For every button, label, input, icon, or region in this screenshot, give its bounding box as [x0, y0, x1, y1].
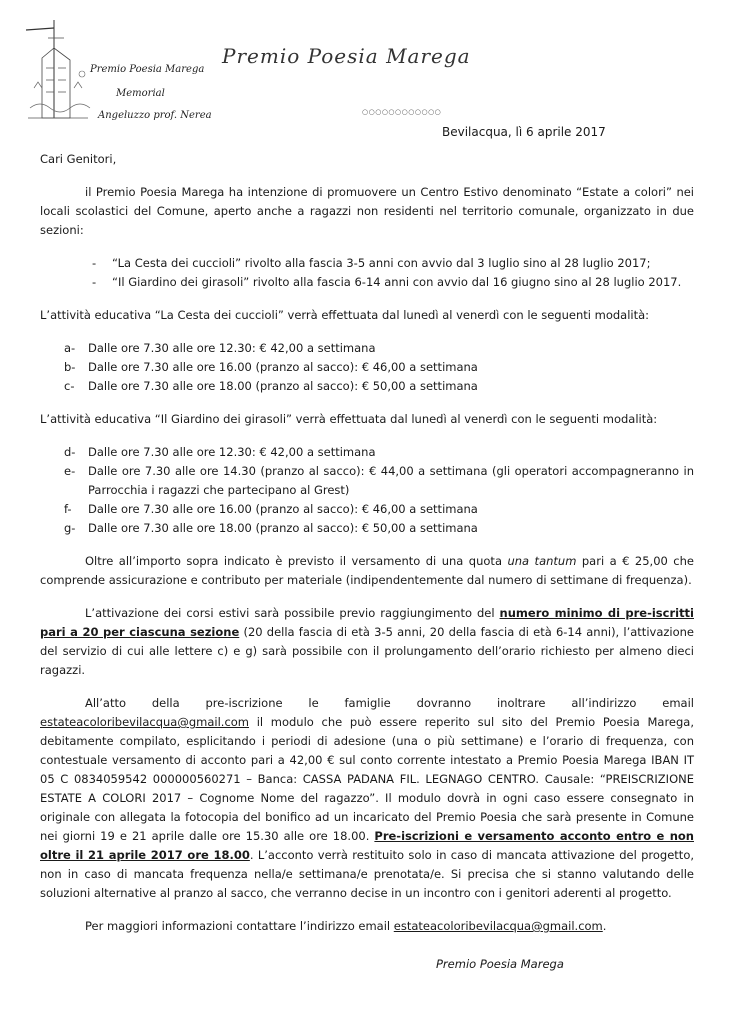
preiscrizione-text-end: . L’acconto verrà restituito solo in caso di mancata attivazione del progetto, non in caso di mancata frequenza nella/e settimana/e prenotata/e. Si precisa che si stanno valutando delle soluzioni alternative al pranzo al sacco, che verranno decise in un incontro con i genitori aderenti al progetto.: [40, 848, 695, 900]
option-item: [64, 443, 694, 462]
cesta-intro: L’attività educativa “La Cesta dei cuccioli” verrà effettuata dal lunedì al venerdì con le seguenti modalità:: [40, 308, 650, 322]
option-item: [64, 358, 694, 377]
letter-body: [40, 150, 694, 950]
signature: Premio Poesia Marega: [436, 957, 564, 971]
greeting: Cari Genitori,: [40, 152, 117, 166]
option-item: [64, 500, 694, 519]
preiscrizione-paragraph: [40, 694, 694, 903]
option-text: Dalle ore 7.30 alle ore 16.00 (pranzo al sacco): € 46,00 a settimana: [88, 360, 478, 374]
option-item: [64, 519, 694, 538]
minimum-enrollment-text: numero minimo di pre-iscritti pari a 20 per ciascuna sezione: [40, 606, 694, 639]
deadline-text: Pre-iscrizioni e versamento acconto entro e non oltre il 21 aprile 2017 ore 18.00: [40, 829, 694, 862]
attivazione-paragraph: [40, 604, 694, 680]
info-text-end: .: [602, 919, 607, 933]
info-paragraph: [40, 917, 694, 936]
option-text: Dalle ore 7.30 alle ore 14.30 (pranzo al sacco): € 44,00 a settimana (gli operatori accompagneranno in Parrocchia i ragazzi che partecipano al Grest): [88, 464, 694, 497]
quota-text: Oltre all’importo sopra indicato è previsto il versamento di una quota: [85, 554, 508, 568]
logo-memorial: Memorial: [116, 88, 165, 99]
option-text: Dalle ore 7.30 alle ore 12.30: € 42,00 a settimana: [88, 341, 376, 355]
option-letter: e-: [64, 464, 76, 478]
section-item: - “La Cesta dei cuccioli” rivolto alla fascia 3-5 anni con avvio dal 3 luglio sino al 28 luglio 2017;: [92, 254, 694, 273]
option-text: Dalle ore 7.30 alle ore 18.00 (pranzo al sacco): € 50,00 a settimana: [88, 521, 478, 535]
logo: [24, 18, 214, 138]
option-letter: a-: [64, 341, 76, 355]
option-item: [64, 462, 694, 500]
header-divider: ○○○○○○○○○○○○: [362, 108, 442, 116]
logo-sketch-icon: [24, 18, 94, 128]
info-text: Per maggiori informazioni contattare l’indirizzo email: [85, 919, 394, 933]
option-letter: f-: [64, 502, 72, 516]
quota-text-end: pari a € 25,00 che comprende assicurazione e contributo per materiale (indipendentemente dal numero di settimane di frequenza).: [40, 554, 694, 587]
preiscrizione-text-middle: il modulo che può essere reperito sul sito del Premio Poesia Marega, debitamente compilato, esplicitando i periodi di adesione (una o più settimane) e l’orario di frequenza, con contestuale versamento di acconto pari a 42,00 € sul conto corrente intestato a Premio Poesia Marega IBAN IT 05 C 0834059542 000000560271 – Banca: CASSA PADANA FIL. LEGNAGO CENTRO. Causale: “PREISCRIZIONE ESTATE A COLORI 2017 – Cognome Nome del ragazzo”. Il modulo dovrà in ogni caso essere consegnato in originale con allegata la fotocopia del bonifico ad un incaricato del Premio Poesia che sarà presente in Comune nei giorni 19 e 21 aprile dalle ore 15.30 alle ore 18.00.: [40, 715, 694, 843]
preiscrizione-text: All’atto della pre-iscrizione le famiglie dovranno inoltrare all’indirizzo email: [85, 696, 694, 710]
option-letter: g-: [64, 521, 76, 535]
cesta-options-list: [40, 339, 694, 396]
option-item: [64, 339, 694, 358]
section-item: - “Il Giardino dei girasoli” rivolto alla fascia 6-14 anni con avvio dal 16 giugno sino al 28 luglio 2017.: [92, 273, 694, 292]
option-letter: d-: [64, 445, 76, 459]
logo-dedication: Angeluzzo prof. Nerea: [98, 110, 212, 121]
attivazione-text: L’attivazione dei corsi estivi sarà possibile previo raggiungimento del: [85, 606, 500, 620]
sections-list: [40, 254, 694, 292]
giardino-intro: L’attività educativa “Il Giardino dei girasoli” verrà effettuata dal lunedì al venerdì con le seguenti modalità:: [40, 412, 658, 426]
option-item: [64, 377, 694, 396]
quota-paragraph: [40, 552, 694, 590]
option-letter: c-: [64, 379, 75, 393]
place-date: Bevilacqua, lì 6 aprile 2017: [442, 125, 606, 139]
option-text: Dalle ore 7.30 alle ore 16.00 (pranzo al sacco): € 46,00 a settimana: [88, 502, 478, 516]
giardino-options-list: [40, 443, 694, 538]
header-title: Premio Poesia Marega: [222, 44, 471, 68]
intro-paragraph: il Premio Poesia Marega ha intenzione di promuovere un Centro Estivo denominato “Estate a colori” nei locali scolastici del Comune, aperto anche a ragazzi non residenti nel territorio comunale, organizzato in due sezioni:: [40, 185, 694, 237]
option-text: Dalle ore 7.30 alle ore 18.00 (pranzo al sacco): € 50,00 a settimana: [88, 379, 478, 393]
logo-name: Premio Poesia Marega: [90, 64, 205, 75]
email-link[interactable]: estateacoloribevilacqua@gmail.com: [40, 715, 249, 729]
una-tantum-text: una tantum: [507, 554, 577, 568]
info-email-link[interactable]: estateacoloribevilacqua@gmail.com: [393, 919, 603, 933]
attivazione-text-end: (20 della fascia di età 3-5 anni, 20 della fascia di età 6-14 anni), l’attivazione del servizio di cui alle lettere c) e g) sarà possibile con il prolungamento dell’orario richiesto per almeno dieci ragazzi.: [40, 625, 694, 677]
option-letter: b-: [64, 360, 76, 374]
option-text: Dalle ore 7.30 alle ore 12.30: € 42,00 a settimana: [88, 445, 376, 459]
